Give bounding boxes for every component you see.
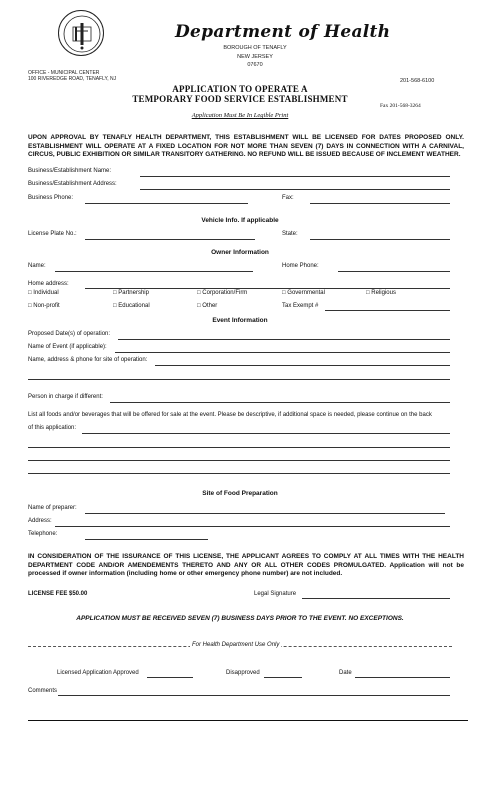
event-section-heading: Event Information — [212, 317, 268, 324]
checkbox-religious-label: Religious — [371, 290, 396, 296]
foods-list-label: List all foods and/or beverages that will be offered for sale at the event. Please be descriptive, if additional space is needed, please continue on the back — [28, 412, 432, 418]
checkbox-religious[interactable]: □ Religious — [366, 290, 396, 296]
telephone-field[interactable] — [85, 539, 208, 540]
checkbox-nonprofit[interactable]: □ Non-profit — [28, 303, 60, 309]
foods-field-2[interactable] — [28, 447, 450, 448]
checkbox-governmental[interactable]: □ Governmental — [282, 290, 325, 296]
home-address-label: Home address: — [28, 281, 69, 287]
checkbox-other-label: Other — [202, 303, 218, 309]
proposed-dates-field[interactable] — [118, 339, 450, 340]
license-plate-label: License Plate No.: — [28, 231, 77, 237]
checkbox-corporation-label: Corporation/Firm — [202, 290, 248, 296]
deadline-notice: APPLICATION MUST BE RECEIVED SEVEN (7) BUSINESS DAYS PRIOR TO THE EVENT. NO EXCEPTIONS. — [76, 615, 404, 622]
business-name-field[interactable] — [140, 176, 450, 177]
date-field[interactable] — [355, 677, 450, 678]
checkbox-individual[interactable]: □ Individual — [28, 290, 59, 296]
of-this-application-label: of this application: — [28, 425, 77, 431]
office-line-1: OFFICE - MUNICIPAL CENTER — [28, 70, 100, 76]
bottom-rule — [28, 720, 468, 721]
fax-field[interactable] — [310, 203, 450, 204]
event-site-field[interactable] — [155, 365, 450, 366]
site-section-heading: Site of Food Preparation — [202, 490, 278, 497]
comments-field[interactable] — [58, 695, 450, 696]
fax-number: Fax 201-568-3264 — [380, 103, 421, 109]
owner-name-label: Name: — [28, 263, 46, 269]
address-line-2: NEW JERSEY — [237, 54, 273, 60]
proposed-dates-label: Proposed Date(s) of operation: — [28, 331, 111, 337]
comments-label: Comments — [28, 688, 58, 694]
event-site-field-2[interactable] — [28, 379, 450, 380]
disapproved-field[interactable] — [264, 677, 302, 678]
event-name-label: Name of Event (if applicable): — [28, 344, 107, 350]
checkbox-nonprofit-label: Non-profit — [33, 303, 60, 309]
approved-field[interactable] — [147, 677, 193, 678]
event-site-label: Name, address & phone for site of operation: — [28, 357, 148, 363]
home-address-field[interactable] — [85, 288, 450, 289]
approved-label: Licensed Application Approved — [57, 670, 139, 676]
event-name-field[interactable] — [115, 352, 450, 353]
business-name-label: Business/Establishment Name: — [28, 168, 112, 174]
checkbox-educational[interactable]: □ Educational — [113, 303, 150, 309]
owner-section-heading: Owner Information — [211, 249, 269, 256]
hd-use-label: For Health Department Use Only — [192, 642, 280, 648]
legible-print-note: Application Must Be In Legible Print — [191, 112, 289, 119]
fax-label: Fax: — [282, 195, 294, 201]
person-in-charge-label: Person in charge if different: — [28, 394, 103, 400]
intro-paragraph: UPON APPROVAL BY TENAFLY HEALTH DEPARTMENT, THIS ESTABLISHMENT WILL BE LICENSED FOR DATES PROPOSED ONLY. ESTABLISHMENT WILL OPERATE AT A FIXED LOCATION FOR NOT MORE THAN SEVEN (7) DAYS IN CONNECTION WITH A CARNIVAL, CIRCUS, PUBLIC EXHIBITION OR SIMILAR TRANSITORY GATHERING. NO REFUND WILL BE ISSUED BECAUSE OF INCLEMENT WEATHER. — [28, 134, 464, 158]
phone-number: 201-568-6100 — [400, 78, 435, 84]
office-line-2: 100 RIVEREDGE ROAD, TENAFLY, NJ — [28, 76, 117, 82]
checkbox-educational-label: Educational — [118, 303, 150, 309]
vehicle-section-heading: Vehicle Info. If applicable — [201, 217, 279, 224]
address-line-3: 07670 — [247, 62, 263, 68]
consideration-paragraph: IN CONSIDERATION OF THE ISSURANCE OF THIS LICENSE, THE APPLICANT AGREES TO COMPLY AT ALL TIMES WITH THE HEALTH DEPARTMENT CODE AND/OR AMENDEMENTS THERETO AND ANY OR ALL OTHER CODES PROMULGATED. Application will not be processed if owner information (including home or other emergency phone number) are not included. — [28, 553, 464, 577]
office-address — [28, 70, 116, 82]
telephone-label: Telephone: — [28, 531, 58, 537]
application-title-1: APPLICATION TO OPERATE A — [172, 84, 308, 94]
checkbox-individual-label: Individual — [33, 290, 59, 296]
checkbox-partnership-label: Partnership — [118, 290, 149, 296]
checkbox-partnership[interactable]: □ Partnership — [113, 290, 149, 296]
license-fee: LICENSE FEE $50.00 — [28, 591, 88, 597]
checkbox-other[interactable]: □ Other — [197, 303, 218, 309]
state-label: State: — [282, 231, 298, 237]
preparer-field[interactable] — [85, 513, 445, 514]
application-title-2: TEMPORARY FOOD SERVICE ESTABLISHMENT — [132, 94, 348, 104]
borough-seal — [58, 10, 104, 56]
preparer-label: Name of preparer: — [28, 505, 77, 511]
state-field[interactable] — [310, 239, 450, 240]
person-in-charge-field[interactable] — [110, 402, 450, 403]
legal-signature-field[interactable] — [302, 598, 450, 599]
business-address-label: Business/Establishment Address: — [28, 181, 117, 187]
checkbox-corporation[interactable]: □ Corporation/Firm — [197, 290, 248, 296]
home-phone-label: Home Phone: — [282, 263, 319, 269]
tax-exempt-label: Tax Exempt # — [282, 303, 319, 309]
foods-field-3[interactable] — [28, 460, 450, 461]
business-address-field[interactable] — [140, 189, 450, 190]
checkbox-governmental-label: Governmental — [287, 290, 325, 296]
license-plate-field[interactable] — [85, 239, 255, 240]
prep-address-field[interactable] — [55, 526, 450, 527]
home-phone-field[interactable] — [338, 271, 450, 272]
foods-field-1[interactable] — [82, 433, 450, 434]
business-phone-field[interactable] — [85, 203, 248, 204]
tax-exempt-field[interactable] — [325, 310, 450, 311]
business-phone-label: Business Phone: — [28, 195, 74, 201]
date-label: Date — [339, 670, 352, 676]
owner-name-field[interactable] — [55, 271, 253, 272]
address-line-1: BOROUGH OF TENAFLY — [223, 45, 287, 51]
department-title: Department of Health — [175, 22, 391, 42]
prep-address-label: Address: — [28, 518, 52, 524]
legal-signature-label: Legal Signature — [254, 591, 297, 597]
disapproved-label: Disapproved — [226, 670, 260, 676]
seal-graphic — [59, 11, 105, 57]
foods-field-4[interactable] — [28, 473, 450, 474]
